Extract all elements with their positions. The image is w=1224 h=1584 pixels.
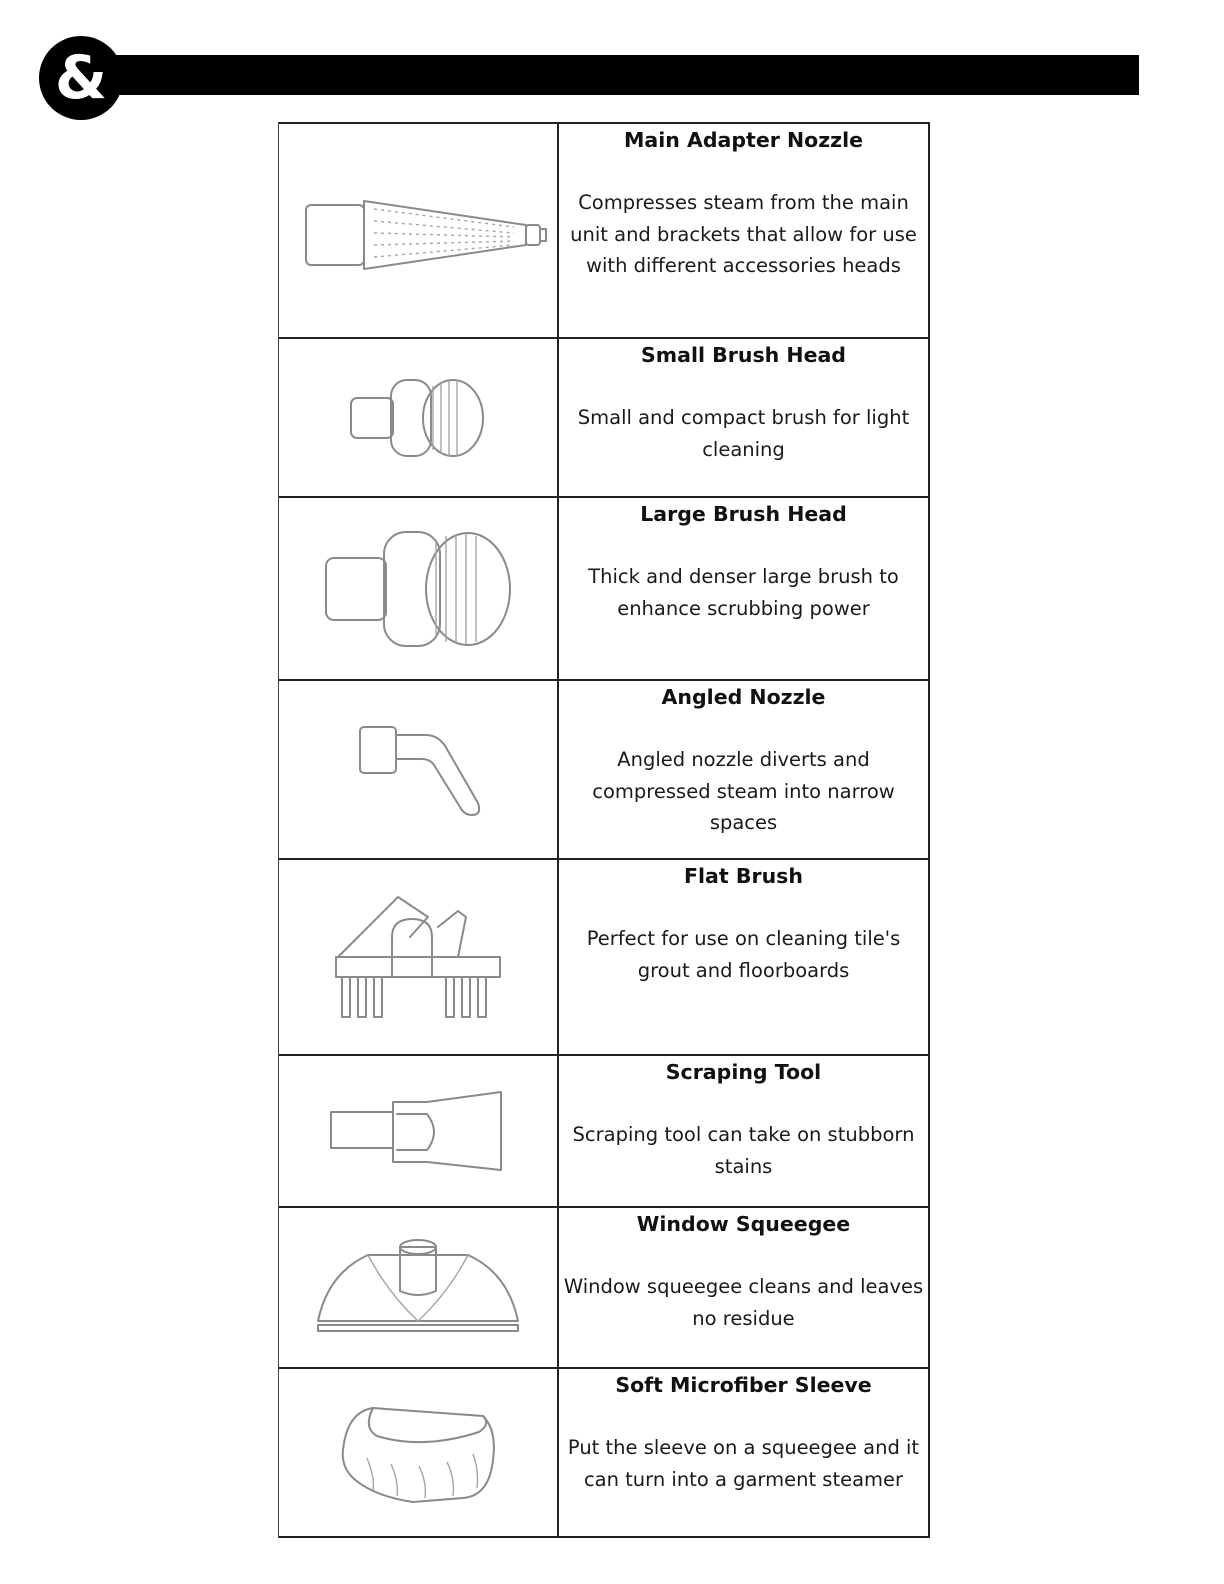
angled-nozzle-icon — [348, 715, 488, 825]
accessory-image-cell — [279, 681, 559, 858]
accessory-title: Scraping Tool — [665, 1060, 822, 1084]
accessory-description: Put the sleeve on a squeegee and it can turn into a garment steamer — [567, 1436, 920, 1491]
accessory-description: Perfect for use on cleaning tile's grout and floorboards — [586, 927, 901, 982]
accessory-text-cell — [559, 1056, 928, 1206]
accessory-row — [279, 498, 928, 681]
accessory-title: Window Squeegee — [636, 1212, 851, 1236]
flat-brush-icon — [328, 877, 508, 1037]
accessories-table — [278, 122, 930, 1538]
accessory-title: Main Adapter Nozzle — [623, 128, 864, 152]
accessory-title: Small Brush Head — [641, 343, 846, 367]
accessory-description: Small and compact brush for light cleaning — [577, 406, 910, 461]
accessory-description: Thick and denser large brush to enhance scrubbing power — [588, 565, 899, 620]
accessory-row — [279, 860, 928, 1056]
accessory-title: Flat Brush — [684, 864, 803, 888]
accessory-description: Compresses steam from the main unit and brackets that allow for use with different accessories heads — [570, 191, 917, 277]
accessory-description: Scraping tool can take on stubborn stains — [572, 1123, 915, 1178]
accessory-row — [279, 124, 928, 339]
accessory-row — [279, 681, 928, 860]
large-brush-head-icon — [318, 524, 518, 654]
accessory-text-cell — [559, 1369, 928, 1536]
main-adapter-nozzle-icon — [288, 181, 548, 281]
accessory-row — [279, 1056, 928, 1208]
window-squeegee-icon — [308, 1233, 528, 1343]
accessory-row — [279, 339, 928, 498]
accessory-text-cell — [559, 681, 928, 858]
accessory-text-cell — [559, 860, 928, 1054]
accessory-text-cell — [559, 498, 928, 679]
accessory-title: Large Brush Head — [640, 502, 847, 526]
small-brush-head-icon — [343, 368, 493, 468]
accessory-image-cell — [279, 860, 559, 1054]
header-bar — [96, 55, 1139, 95]
accessory-image-cell — [279, 339, 559, 496]
accessory-text-cell — [559, 124, 928, 337]
accessory-text-cell — [559, 1208, 928, 1367]
accessory-image-cell — [279, 1056, 559, 1206]
brand-logo — [39, 36, 123, 120]
svg-text:&: & — [54, 43, 108, 113]
accessory-image-cell — [279, 1208, 559, 1367]
accessory-description: Angled nozzle diverts and compressed steam into narrow spaces — [592, 748, 895, 834]
accessory-image-cell — [279, 498, 559, 679]
accessory-image-cell — [279, 1369, 559, 1536]
accessory-row — [279, 1369, 928, 1538]
scraping-tool-icon — [323, 1086, 513, 1176]
accessory-text-cell — [559, 339, 928, 496]
accessory-title: Angled Nozzle — [661, 685, 826, 709]
accessory-row — [279, 1208, 928, 1369]
ampersand-logo-icon — [39, 36, 123, 120]
accessory-description: Window squeegee cleans and leaves no residue — [563, 1275, 924, 1330]
accessory-image-cell — [279, 124, 559, 337]
microfiber-sleeve-icon — [333, 1398, 503, 1508]
accessory-title: Soft Microfiber Sleeve — [615, 1373, 872, 1397]
